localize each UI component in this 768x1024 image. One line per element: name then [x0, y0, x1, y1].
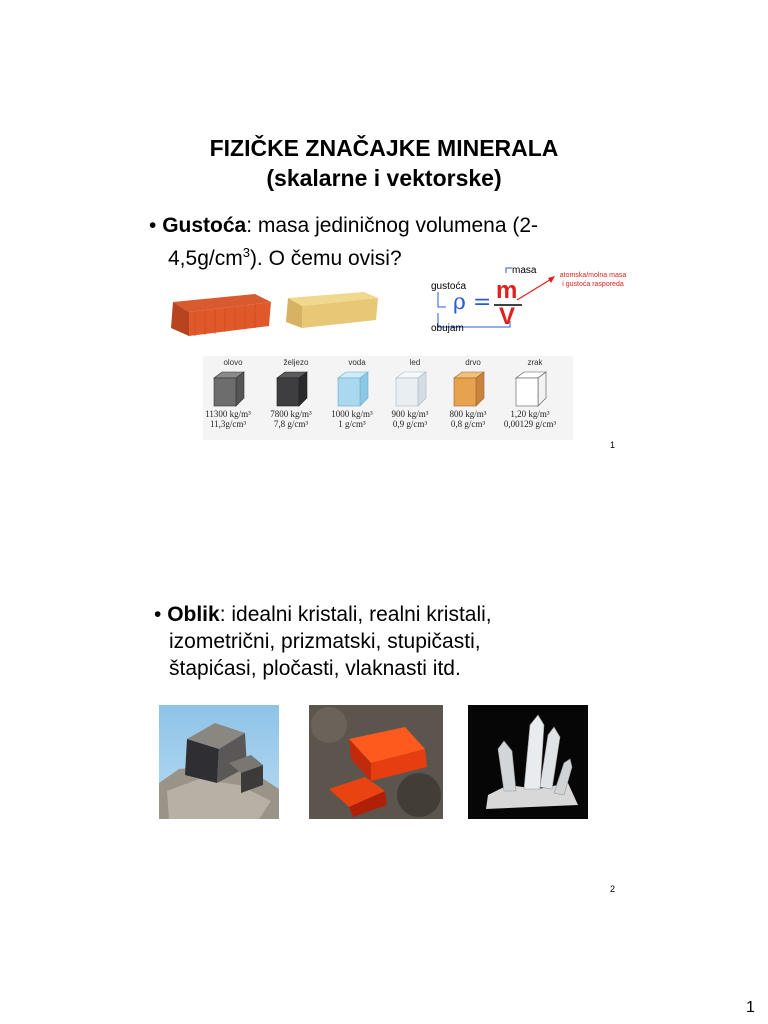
cube-shape [448, 370, 488, 410]
slide2-number: 2 [610, 884, 616, 894]
cube-shape [208, 370, 248, 410]
cube-value-kg: 1000 kg/m³ [331, 409, 373, 419]
formula-m: m [496, 277, 518, 304]
cube-label: drvo [465, 358, 481, 367]
cube-shape [271, 370, 311, 410]
shape-term: Oblik [167, 603, 220, 626]
pyrite-crystal-photo [159, 705, 279, 819]
slide1-title-line1: FIZIČKE ZNAČAJKE MINERALA [209, 135, 559, 161]
cube-value-g: 0,9 g/cm³ [392, 419, 428, 429]
formula-rho: ρ = [453, 290, 492, 315]
cube-value-kg: 1,20 kg/m³ [510, 409, 550, 419]
formula-v: V [499, 303, 516, 330]
cube-value-g: 0,8 g/cm³ [450, 419, 486, 429]
formula-masa-label: masa [512, 265, 537, 276]
slide1-number: 1 [610, 440, 616, 450]
cube-value-kg: 11300 kg/m³ [205, 409, 251, 419]
cube-shape [390, 370, 430, 410]
brick-image [165, 290, 275, 340]
pyrite-illustration [159, 705, 279, 819]
cube-label: zrak [527, 358, 543, 367]
cube-value-g: 1 g/cm³ [338, 419, 366, 429]
cube-label: željezo [283, 358, 309, 367]
page-number: 1 [746, 999, 755, 1016]
cube-label: voda [348, 358, 366, 367]
cube-value-g: 0,00129 g/cm³ [503, 419, 557, 429]
quartz-crystal-photo [468, 705, 588, 819]
cube-shape [332, 370, 372, 410]
formula-obujam-label: obujam [431, 323, 464, 334]
density-bullet [149, 212, 609, 272]
formula-note [548, 271, 638, 289]
formula-gustoca-label: gustoća [431, 281, 467, 292]
bullet-dot: • [154, 603, 168, 626]
formula-note-line1: atomska/molna masa [559, 272, 627, 279]
density-text2: 4,5g/cm [168, 247, 243, 270]
sponge-image [282, 290, 382, 334]
cube-value-kg: 7800 kg/m³ [270, 409, 312, 419]
shape-line1: : idealni kristali, realni kristali, [219, 603, 492, 626]
red-crystal-photo [309, 705, 443, 819]
shape-line2: izometrični, prizmatski, stupičasti, [169, 630, 481, 653]
density-sup: 3 [242, 245, 250, 260]
bullet-dot: • [149, 214, 163, 237]
quartz-illustration [468, 705, 588, 819]
cube-shape [510, 370, 550, 410]
shape-bullet [154, 601, 634, 682]
shape-line3: štapićasi, pločasti, vlaknasti itd. [169, 657, 461, 680]
slide1-title-line2: (skalarne i vektorske) [266, 165, 502, 191]
cube-label: led [409, 358, 421, 367]
cube-value-g: 11,3g/cm³ [209, 419, 247, 429]
cube-value-kg: 900 kg/m³ [391, 409, 429, 419]
density-term: Gustoća [162, 214, 247, 237]
formula-note-line2: i gustoća rasporeda [562, 281, 624, 288]
cube-value-kg: 800 kg/m³ [449, 409, 487, 419]
red-crystal-illustration [309, 705, 443, 819]
cube-label: olovo [223, 358, 243, 367]
cube-value-g: 7,8 g/cm³ [273, 419, 309, 429]
density-text3: ). O čemu ovisi? [249, 247, 402, 270]
density-text: : masa jediničnog volumena (2- [246, 214, 539, 237]
